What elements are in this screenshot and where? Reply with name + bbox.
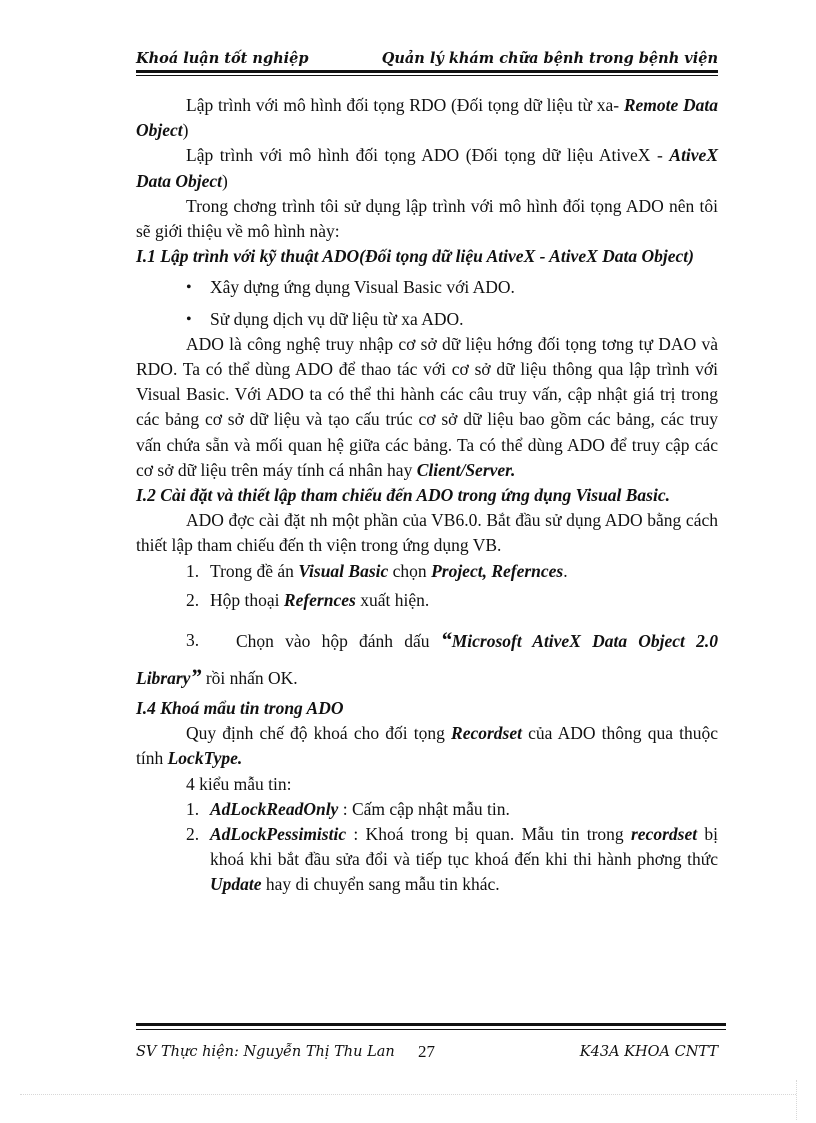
term-client-server: Client/Server.	[416, 459, 516, 480]
paragraph-ado-description: ADO là công nghệ truy nhập cơ sở dữ liệu hớng đối tọng tơng tự DAO và RDO. Ta có thể dùng ADO để thao tác với cơ sở dữ liệu thông qua lập trình với Visual Basic. Với ADO ta có thể thi hành các câu truy vấn, cập nhật giá trị trong các bảng cơ sở dữ liệu và tạo cấu trúc cơ sở dữ liệu bao gồm các bảng, các truy vấn chứa sẵn và mối quan hệ giữa các bảng. Ta có thể dùng ADO để truy cập các cơ sở dữ liệu trên máy tính cá nhân hay Client/Server.	[136, 333, 718, 480]
bullet-icon: •	[186, 279, 192, 297]
paragraph-intro: Trong chơng trình tôi sử dụng lập trình với mô hình đối tọng ADO nên tôi sẽ giới thiệu về mô hình này:	[136, 195, 718, 242]
lock-item: 1. AdLockReadOnly : Cấm cập nhật mẫu tin.	[186, 798, 510, 819]
page-footer	[136, 1042, 718, 1066]
step-item: 1. Trong đề án Visual Basic chọn Project, Refernces.	[186, 560, 568, 581]
footer-rule-thick	[136, 1023, 726, 1026]
section-heading-1-1: I.1 Lập trình với kỹ thuật ADO(Đối tọng dữ liệu AtiveX - AtiveX Data Object)	[136, 246, 694, 267]
bullet-item: • Xây dựng ứng dụng Visual Basic với ADO.	[136, 275, 718, 300]
footer-class: K43A KHOA CNTT	[579, 1044, 718, 1060]
header-right: Quản lý khám chữa bệnh trong bệnh viện	[381, 50, 718, 67]
page-header	[136, 48, 718, 70]
paragraph-install: ADO đợc cài đặt nh một phần của VB6.0. Bắt đầu sử dụng ADO bằng cách thiết lập tham chiếu đến th viện trong ứng dụng VB.	[136, 510, 718, 556]
term-remote-data-object: Remote Data Object	[136, 95, 718, 141]
page-edge-dots-vertical	[796, 1080, 797, 1120]
document-body	[136, 93, 718, 898]
paragraph-rdo: Lập trình với mô hình đối tọng RDO (Đối tọng dữ liệu từ xa- Remote Data Object)	[136, 95, 718, 141]
header-rule-thick	[136, 70, 718, 73]
paragraph-locktype: Quy định chế độ khoá cho đối tọng Recordset của ADO thông qua thuộc tính LockType.	[136, 723, 718, 769]
page-number: 27	[418, 1042, 435, 1061]
section-heading-1-2: I.2 Cài đặt và thiết lập tham chiếu đến ADO trong ứng dụng Visual Basic.	[136, 485, 670, 506]
page-edge-dots	[20, 1094, 796, 1095]
term-ativex-data-object: AtiveX Data Object	[136, 145, 718, 191]
lock-item: 2. AdLockPessimistic : Khoá trong bị quan. Mẫu tin trong recordset bị khoá khi bắt đầu sửa đổi và tiếp tục khoá đến khi thi hành phơng thức Update hay di chuyển sang mẫu tin khác.	[186, 824, 719, 895]
section-heading-1-4: I.4 Khoá mẩu tin trong ADO	[136, 698, 344, 719]
step-item: 2. Hộp thoại Refernces xuất hiện.	[186, 589, 430, 610]
footer-rule-thin	[136, 1029, 726, 1030]
header-left: Khoá luận tốt nghiệp	[136, 50, 309, 67]
bullet-item: • Sử dụng dịch vụ dữ liệu từ xa ADO.	[136, 307, 718, 332]
bullet-icon: •	[186, 310, 192, 328]
paragraph-lock-count: 4 kiểu mẫu tin:	[186, 773, 292, 794]
footer-author: SV Thực hiện: Nguyễn Thị Thu Lan	[136, 1044, 395, 1060]
paragraph-ado: Lập trình với mô hình đối tọng ADO (Đối tọng dữ liệu AtiveX - AtiveX Data Object)	[136, 145, 718, 191]
step-item: 3. Chọn vào hộp đánh dấu “Microsoft AtiveX Data Object 2.0 Library” rồi nhấn OK.	[136, 627, 718, 690]
header-rule-thin	[136, 75, 718, 76]
